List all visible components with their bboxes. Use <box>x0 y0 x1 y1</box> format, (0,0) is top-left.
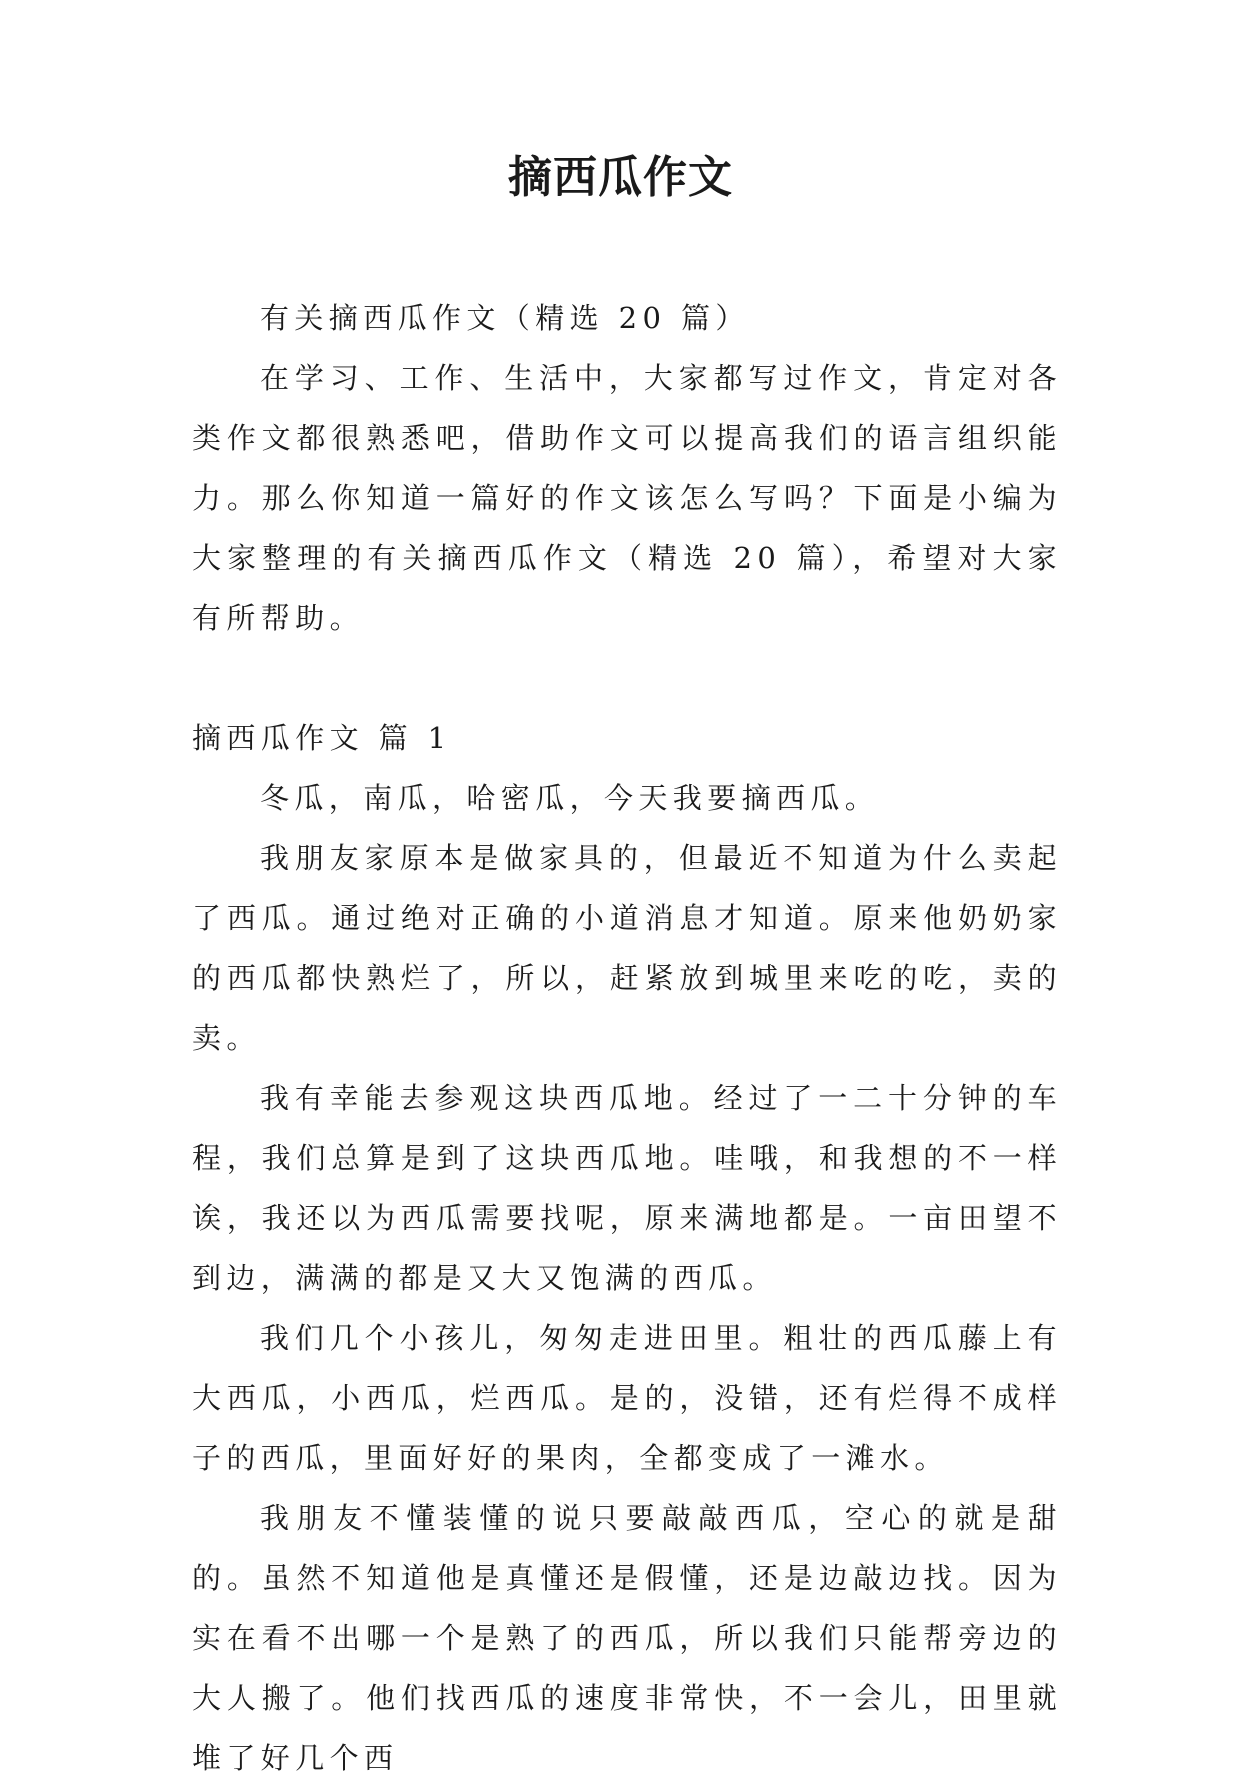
intro-heading: 有关摘西瓜作文（精选 20 篇） <box>260 301 750 335</box>
document-title: 摘西瓜作文 <box>508 152 733 203</box>
body-paragraph: 我朋友不懂装懂的说只要敲敲西瓜，空心的就是甜的。虽然不知道他是真懂还是假懂，还是边敲边找。因为实在看不出哪一个是熟了的西瓜，所以我们只能帮旁边的大人搬了。他们找西瓜的速度非常快，不一会儿，田里就堆了好几个西 <box>192 1501 1062 1775</box>
body-paragraph: 我有幸能去参观这块西瓜地。经过了一二十分钟的车程，我们总算是到了这块西瓜地。哇哦，和我想的不一样诶，我还以为西瓜需要找呢，原来满地都是。一亩田望不到边，满满的都是又大又饱满的西瓜。 <box>192 1081 1062 1295</box>
intro-paragraph: 在学习、工作、生活中，大家都写过作文，肯定对各类作文都很熟悉吧，借助作文可以提高我们的语言组织能力。那么你知道一篇好的作文该怎么写吗？下面是小编为大家整理的有关摘西瓜作文（精选 20 篇），希望对大家有所帮助。 <box>192 361 1062 635</box>
body-paragraph: 我们几个小孩儿，匆匆走进田里。粗壮的西瓜藤上有大西瓜，小西瓜，烂西瓜。是的，没错，还有烂得不成样子的西瓜，里面好好的果肉，全都变成了一滩水。 <box>192 1321 1062 1475</box>
document-body <box>192 288 1062 1788</box>
body-paragraph: 冬瓜，南瓜，哈密瓜，今天我要摘西瓜。 <box>260 781 880 815</box>
section-heading: 摘西瓜作文 篇 1 <box>192 721 452 755</box>
body-paragraph: 我朋友家原本是做家具的，但最近不知道为什么卖起了西瓜。通过绝对正确的小道消息才知道。原来他奶奶家的西瓜都快熟烂了，所以，赶紧放到城里来吃的吃，卖的卖。 <box>192 841 1062 1055</box>
